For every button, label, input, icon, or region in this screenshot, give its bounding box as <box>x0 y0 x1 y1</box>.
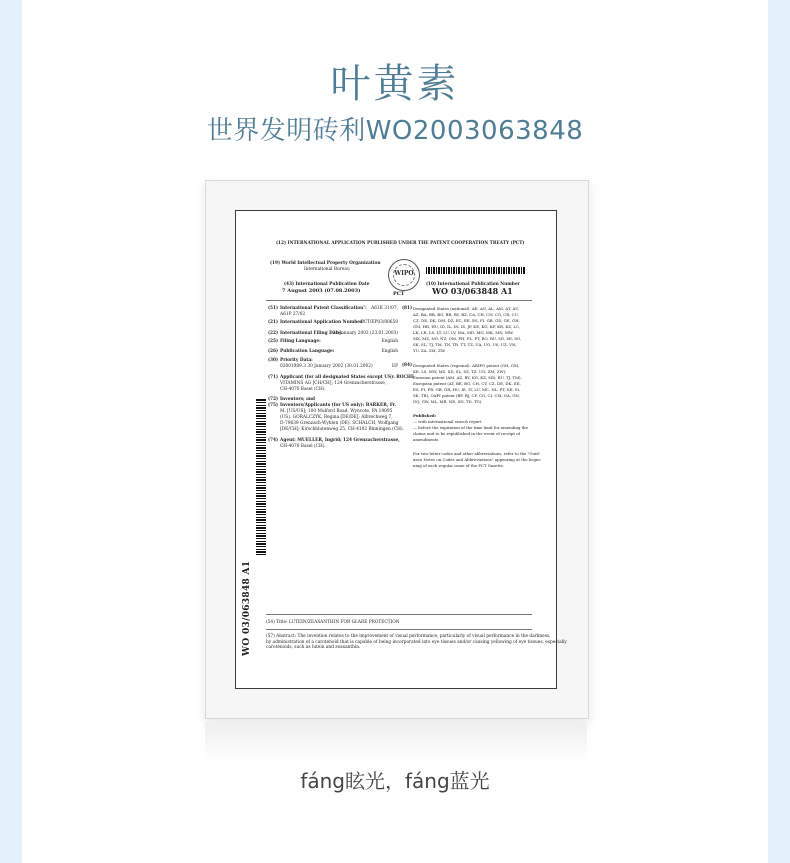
field-label: ES, FI, FR, GB, GR, HU, IE, IT, LU, MC, NL, PT, SE, SI, <box>413 387 521 392</box>
field-label: GM, HR, HU, ID, IL, IN, IS, JP, KE, KG, KP, KR, KZ, LC, <box>413 324 521 329</box>
header-rule <box>266 300 532 301</box>
field-value: A61K 31/07, <box>371 306 398 311</box>
field-label: CH-4070 Basel (CH). <box>280 387 326 392</box>
field-label: Designated States (national): AE, AG, AL, AM, AT, AU, <box>413 306 520 311</box>
field-label: A61P 27/02 <box>280 312 306 317</box>
abstract-line: (57) Abstract: The invention relates to the improvement of visual performance, particularly of visual performance in the darkness, <box>266 634 551 639</box>
field-label: — with international search report <box>413 419 482 424</box>
field-label: SK, TR), OAPI patent (BF, BJ, CF, CG, CI, CM, GA, GN, <box>413 393 520 398</box>
field-label: Priority Data: <box>280 358 313 363</box>
field-label: Designated States (regional): ARIPO patent (GH, GM, <box>413 363 520 368</box>
field-label: — before the expiration of the time limit for amending the <box>413 425 528 430</box>
field-label: AZ, BA, BB, BG, BR, BY, BZ, CA, CH, CN, CO, CR, CU, <box>413 312 519 317</box>
field-label: ning of each regular issue of the PCT Gazette. <box>413 463 505 468</box>
caption: fáng眩光，fáng蓝光 <box>300 769 490 793</box>
wipo-seal-icon: WIPO <box>388 259 420 291</box>
field-value: English <box>381 339 398 344</box>
field-label: (US). GORALCZYK, Regina [DE/DE]; Albrechweg 7, <box>280 415 393 420</box>
field-label: Publication Language: <box>280 349 335 354</box>
field-code: (30) <box>268 358 279 363</box>
field-label: Filing Language: <box>280 339 321 344</box>
field-code: (81) <box>402 306 413 311</box>
field-label: M. [US/US]; 100 Mulford Road, Wyncote, PA 19095 <box>280 409 393 414</box>
field-label: International Filing Date: <box>280 331 342 336</box>
field-label: SK, SL, TJ, TM, TN, TR, TT, TZ, UA, UG, US, UZ, VN, <box>413 342 517 347</box>
invention-title: (54) Title: LUTEIN/ZEAXANTHIN FOR GLARE PROTECTION <box>266 620 400 625</box>
field-label: CZ, DE, DK, DM, DZ, EC, EE, ES, FI, GB, GD, GE, GH, <box>413 318 520 323</box>
field-label: For two-letter codes and other abbreviations, refer to the "Guid- <box>413 451 541 456</box>
field-value: English <box>381 349 398 354</box>
pub-number-label: (10) International Publication Number <box>426 282 520 287</box>
field-code: (26) <box>268 349 279 354</box>
field-label: [DE/CH]; Kirschblutenweg 25, CH-4102 Binningen (CH). <box>280 427 404 432</box>
field-label: ance Notes on Codes and Abbreviations" appearing at the begin- <box>413 457 542 462</box>
abstract-rule <box>266 629 532 630</box>
field-label: Applicant (for all designated States except US): ROCHE <box>280 375 415 380</box>
title-rule <box>266 614 532 615</box>
barcode-icon <box>426 267 526 274</box>
abstract-line: carotenoids, such as lutein and zeaxanthin. <box>266 645 361 650</box>
field-label: claims and to be republished in the event of receipt of <box>413 431 520 436</box>
field-code: (51) <box>268 306 279 311</box>
field-code: (75) <box>268 403 279 408</box>
vertical-publication-number: WO 03/063848 A1 <box>242 560 252 656</box>
frame-reflection <box>205 722 587 762</box>
field-label: Eurasian patent (AM, AZ, BY, KG, KZ, MD, RU, TJ, TM), <box>413 375 522 380</box>
field-label: Agent: MUELLER, Ingrid; 124 Grenzacherstrasse, <box>280 438 400 443</box>
field-label: 02001989.3 30 January 2002 (30.01.2002) <box>280 364 373 369</box>
abstract-line: by administration of a carotenoid that is capable of being incorporated into eye tissues and/or causing yellowing of eye tissues, especially <box>266 639 567 645</box>
field-label: CH-4070 Basel (CH). <box>280 444 326 449</box>
field-code: (84) <box>402 363 413 368</box>
field-label: D-79639 Grenzach-Wyhlen (DE). SCHALCH, Wolfgang <box>280 421 399 426</box>
field-label: KE, LS, MW, MZ, SD, SL, SZ, TZ, UG, ZM, ZW), <box>413 369 507 374</box>
field-value: PCT/EP03/00658 <box>360 320 398 325</box>
field-label: International Patent Classification⁷: <box>280 306 367 311</box>
field-code: (25) <box>268 339 279 344</box>
field-label: GQ, GW, ML, MR, NE, SN, TD, TG). <box>413 399 483 404</box>
field-value: EP <box>391 364 398 369</box>
patent-document <box>235 210 567 689</box>
pct-label: PCT <box>393 291 405 297</box>
pub-date-label: (43) International Publication Date <box>284 282 370 287</box>
field-label: VITAMINS AG [CH/CH]; 124 Grenzacherstrasse, <box>280 381 387 386</box>
field-label: amendments <box>413 437 439 442</box>
field-label: Inventors; and <box>280 397 316 402</box>
vertical-barcode-icon <box>256 399 266 555</box>
field-value: 23 January 2003 (23.01.2003) <box>332 331 398 336</box>
field-code: (74) <box>268 438 279 443</box>
page-subtitle: 世界发明砖利WO2003063848 <box>206 116 584 146</box>
field-code: (21) <box>268 320 279 325</box>
field-code: (71) <box>268 375 279 380</box>
field-label: LK, LR, LS, LT, LU, LV, MA, MD, MG, MK, MN, MW, <box>413 330 514 335</box>
org-name: (19) World Intellectual Property Organization <box>270 261 381 266</box>
pub-number: WO 03/063848 A1 <box>432 286 513 296</box>
page-title: 叶黄素 <box>330 61 460 107</box>
pub-date: 7 August 2003 (07.08.2003) <box>282 288 361 294</box>
org-bureau: International Bureau <box>304 267 350 272</box>
field-code: (22) <box>268 331 279 336</box>
field-label: European patent (AT, BE, BG, CH, CY, CZ, DE, DK, EE, <box>413 381 521 386</box>
field-label: YU, ZA, ZM, ZW. <box>413 348 446 353</box>
field-code: (72) <box>268 397 279 402</box>
field-label: International Application Number: <box>280 320 364 325</box>
field-label: MX, MZ, NO, NZ, OM, PH, PL, PT, RO, RU, SD, SE, SG, <box>413 336 522 341</box>
field-label: Inventors/Applicants (for US only): BARKER, Fr. <box>280 403 397 408</box>
doc-header-line: (12) INTERNATIONAL APPLICATION PUBLISHED UNDER THE PATENT COOPERATION TREATY (PCT) <box>276 241 525 246</box>
field-label: Published: <box>413 413 437 418</box>
